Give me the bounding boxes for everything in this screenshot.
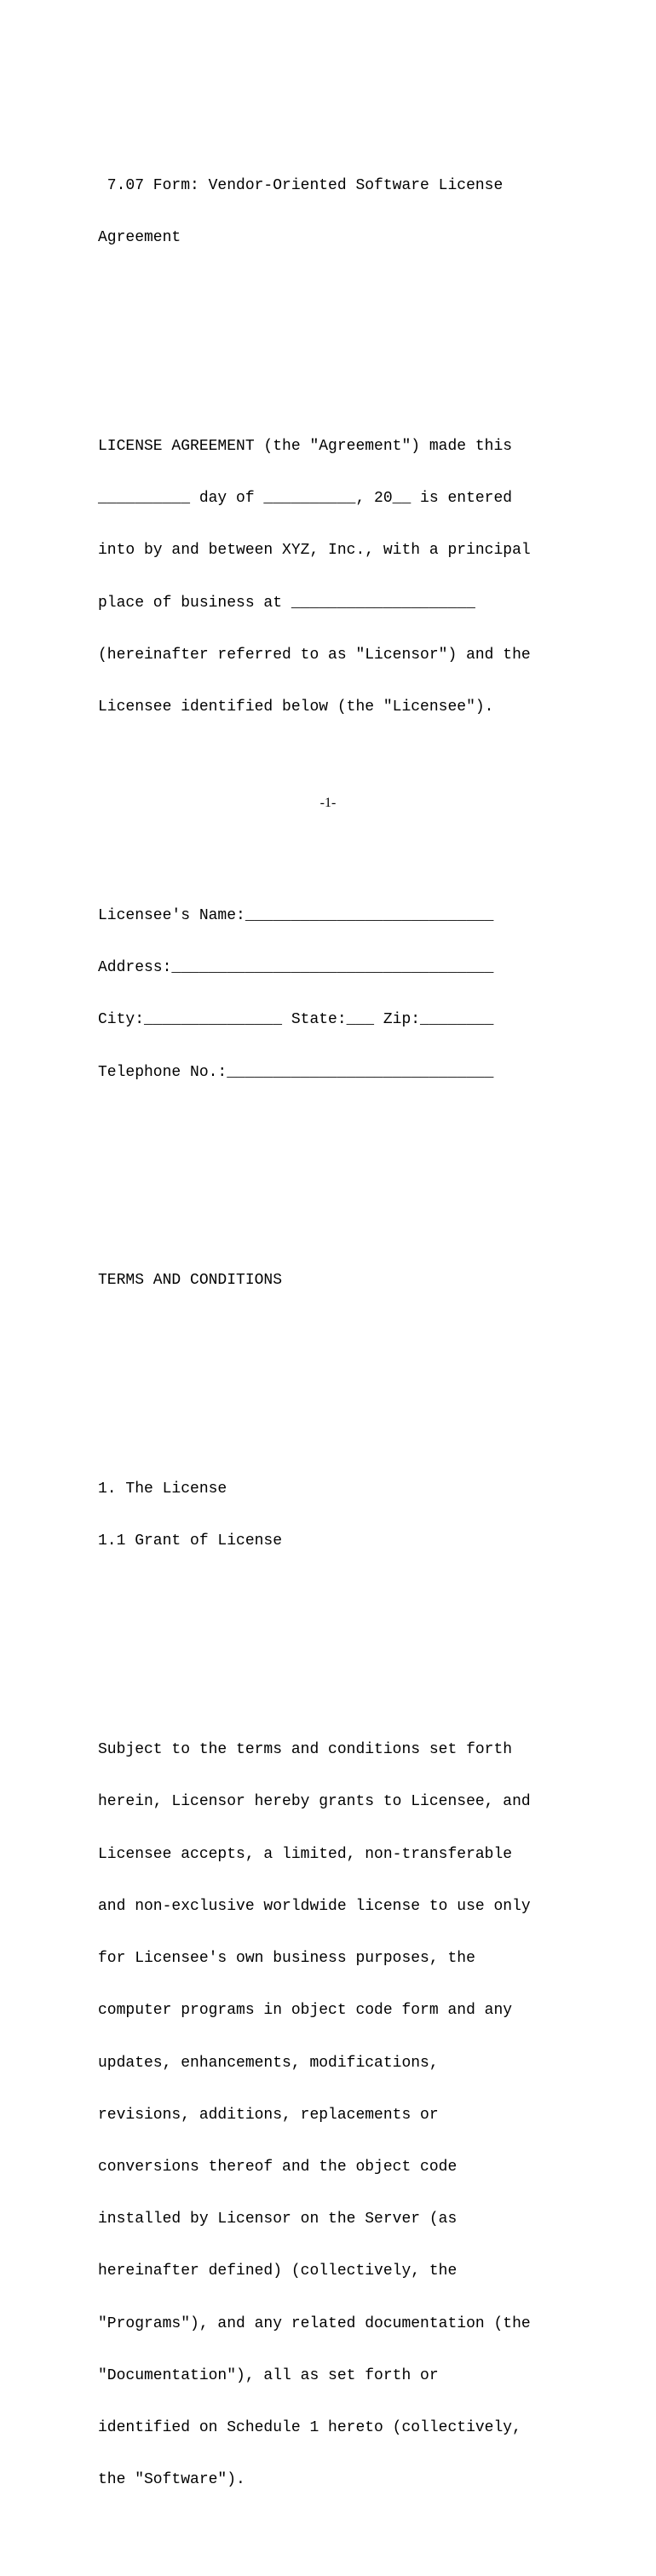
section-heading: 1. The License [98, 1481, 227, 1498]
title-line: 7.07 Form: Vendor-Oriented Software License [98, 177, 504, 195]
spacer [98, 1168, 575, 1185]
terms-heading-block [98, 1238, 575, 1325]
body-line: for Licensee's own business purposes, the [98, 1950, 475, 1968]
body-line: herein, Licensor hereby grants to Licensee, and [98, 1793, 531, 1811]
licensee-name-field: Licensee's Name:___________________________ [98, 906, 494, 924]
intro-paragraph [98, 403, 575, 750]
page-number: -1- [319, 796, 337, 810]
body-line: installed by Licensor on the Server (as [98, 2211, 457, 2228]
spacer [98, 334, 575, 351]
body-line: revisions, additions, replacements or [98, 2106, 439, 2124]
intro-line: LICENSE AGREEMENT (the "Agreement") made this [98, 438, 513, 456]
terms-heading: TERMS AND CONDITIONS [98, 1272, 283, 1290]
body-line: and non-exclusive worldwide license to use only [98, 1897, 531, 1915]
grant-paragraph [98, 1706, 575, 2523]
intro-line: place of business at ____________________ [98, 594, 475, 612]
spacer [98, 1377, 575, 1394]
section-headings [98, 1446, 575, 1584]
intro-line: Licensee identified below (the "Licensee"). [98, 699, 494, 716]
body-line: identified on Schedule 1 hereto (collectively, [98, 2418, 521, 2436]
city-state-zip-field: City:_______________ State:___ Zip:________ [98, 1011, 494, 1029]
address-field: Address:___________________________________ [98, 959, 494, 977]
spacer [98, 1637, 575, 1654]
document-body [98, 90, 575, 2576]
document-title [98, 142, 575, 281]
intro-line: (hereinafter referred to as "Licensor") and the [98, 646, 531, 664]
body-line: updates, enhancements, modifications, [98, 2054, 439, 2072]
intro-line: __________ day of __________, 20__ is entered [98, 490, 513, 508]
body-line: "Programs"), and any related documentation (the [98, 2314, 531, 2332]
body-line: "Documentation"), all as set forth or [98, 2366, 439, 2384]
body-line: Subject to the terms and conditions set forth [98, 1741, 513, 1759]
body-line: hereinafter defined) (collectively, the [98, 2263, 457, 2280]
licensee-fields [98, 872, 575, 1116]
telephone-field: Telephone No.:_____________________________ [98, 1063, 494, 1081]
body-line: computer programs in object code form and any [98, 2002, 513, 2020]
body-line: the "Software"). [98, 2471, 245, 2489]
subsection-heading: 1.1 Grant of License [98, 1532, 283, 1550]
title-line: Agreement [98, 229, 181, 247]
body-line: Licensee accepts, a limited, non-transferable [98, 1845, 513, 1863]
body-line: conversions thereof and the object code [98, 2158, 457, 2176]
intro-line: into by and between XYZ, Inc., with a principal [98, 542, 531, 560]
